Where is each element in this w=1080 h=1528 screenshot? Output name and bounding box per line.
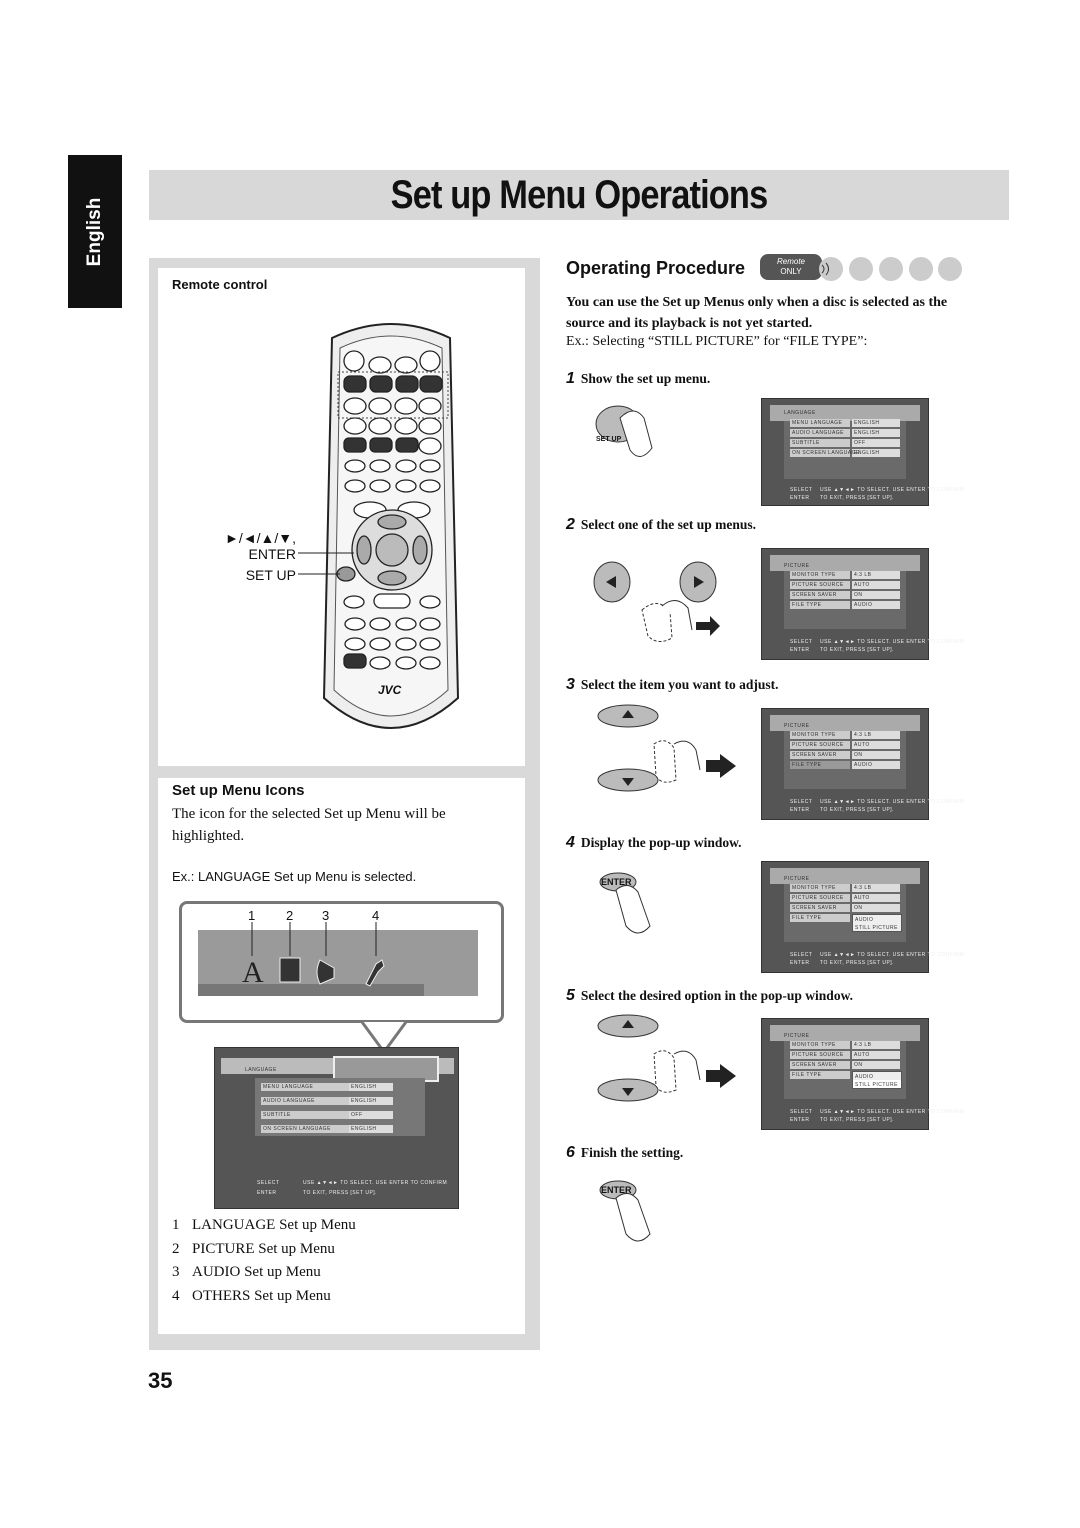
legend-number: 4: [172, 1288, 180, 1304]
legend-item-4: [172, 1285, 331, 1307]
legend-text: PICTURE Set up Menu: [192, 1241, 335, 1257]
menu-row-label: SCREEN SAVER: [792, 752, 837, 758]
menu-row-label: FILE TYPE: [792, 915, 822, 921]
others-icon: [366, 960, 384, 986]
remote-control-label: Remote control: [172, 277, 268, 292]
remote-only-badge: [760, 254, 822, 280]
menu-row-value: OFF: [351, 1112, 363, 1118]
callout-3: 3: [322, 908, 330, 923]
step-number: 1: [566, 370, 575, 387]
step-5: [566, 987, 853, 1005]
menu-row-value: 4:3 LB: [854, 572, 872, 578]
step-text: Show the set up menu.: [580, 371, 711, 386]
menu-row-value: ON: [854, 752, 863, 758]
callout-2: 2: [286, 908, 294, 923]
page-title: Set up Menu Operations: [390, 173, 768, 217]
footer-enter: ENTER: [790, 647, 810, 653]
footer-line2: TO EXIT, PRESS [SET UP].: [820, 960, 895, 966]
icons-heading: Set up Menu Icons: [172, 782, 305, 799]
enter-button-label: ENTER: [601, 1185, 632, 1195]
menu-row-label: PICTURE SOURCE: [792, 1052, 844, 1058]
menu-row-label: MONITOR TYPE: [792, 732, 836, 738]
enter-label: ENTER: [248, 546, 296, 562]
footer-line2: TO EXIT, PRESS [SET UP].: [820, 1117, 895, 1123]
footer-select: SELECT: [790, 639, 813, 645]
step4-menu-screen: [761, 861, 965, 973]
menu-row-label: MENU LANGUAGE: [263, 1084, 314, 1090]
step5-menu-screen: [761, 1018, 965, 1130]
menu-row-value: ENGLISH: [351, 1084, 377, 1090]
step-number: 5: [566, 987, 575, 1004]
footer-line2: TO EXIT, PRESS [SET UP].: [820, 647, 895, 653]
popup-option: AUDIO: [855, 917, 874, 923]
menu-row-label: AUDIO LANGUAGE: [263, 1098, 316, 1104]
menu-row-label: MONITOR TYPE: [792, 1042, 836, 1048]
setup-button-label: SET UP: [596, 436, 622, 443]
side-tab-label: English: [84, 197, 105, 266]
footer-line2: TO EXIT, PRESS [SET UP].: [820, 807, 895, 813]
callout-4: 4: [372, 908, 380, 923]
legend-number: 1: [172, 1217, 180, 1233]
menu-row-value: AUDIO: [854, 602, 873, 608]
menu-row-value: 4:3 LB: [854, 732, 872, 738]
step-number: 2: [566, 516, 575, 533]
left-right-buttons-press: [592, 560, 722, 650]
menu-row-value: AUTO: [854, 1052, 870, 1058]
menu-row-label: FILE TYPE: [792, 602, 822, 608]
footer-line2: TO EXIT, PRESS [SET UP].: [820, 495, 895, 501]
menu-row-label: MONITOR TYPE: [792, 885, 836, 891]
intro-example: Ex.: Selecting “STILL PICTURE” for “FILE TYPE”:: [566, 334, 868, 349]
footer-line1: USE ▲▼◄► TO SELECT. USE ENTER TO CONFIRM: [820, 1109, 965, 1115]
callout-1: 1: [248, 908, 256, 923]
step-text: Select one of the set up menus.: [580, 517, 757, 532]
icons-text: The icon for the selected Set up Menu will be highlighted.: [172, 806, 446, 844]
step-text: Display the pop-up window.: [580, 835, 742, 850]
operating-procedure-heading: Operating Procedure: [566, 258, 746, 278]
step-number: 3: [566, 676, 575, 693]
legend-text: OTHERS Set up Menu: [192, 1288, 331, 1304]
step-text: Select the desired option in the pop-up window.: [580, 988, 853, 1003]
step-text: Finish the setting.: [580, 1145, 684, 1160]
legend-number: 3: [172, 1264, 180, 1280]
footer-line1: USE ▲▼◄► TO SELECT. USE ENTER TO CONFIRM: [820, 799, 965, 805]
up-down-buttons-press: [596, 704, 742, 796]
menu-row-value: AUTO: [854, 895, 870, 901]
enter-button-label: ENTER: [601, 877, 632, 887]
menu-row-label: SUBTITLE: [792, 440, 820, 446]
menu-row-label: FILE TYPE: [792, 1072, 822, 1078]
menu-title: PICTURE: [784, 563, 810, 569]
up-down-buttons-press-2: [596, 1014, 742, 1106]
menu-row-label: PICTURE SOURCE: [792, 742, 844, 748]
step-text: Select the item you want to adjust.: [580, 677, 779, 692]
step-6: [566, 1144, 683, 1162]
intro-bold: You can use the Set up Menus only when a disc is selected as the source and its playback is not yet started.: [566, 295, 948, 331]
footer-enter: ENTER: [790, 1117, 810, 1123]
setup-label: SET UP: [245, 567, 296, 583]
remote-brand-logo: JVC: [378, 683, 402, 697]
menu-title: PICTURE: [784, 876, 810, 882]
menu-row-value: 4:3 LB: [854, 885, 872, 891]
legend-text: AUDIO Set up Menu: [192, 1264, 321, 1280]
arrows-label: ►/◄/▲/▼,: [225, 530, 296, 546]
menu-row-value: OFF: [854, 440, 866, 446]
step-1: [566, 370, 710, 388]
menu-row-value: ON: [854, 905, 863, 911]
menu-row-value: ENGLISH: [351, 1126, 377, 1132]
badge-top: Remote: [776, 257, 805, 266]
step2-menu-screen: [761, 548, 965, 660]
page-number: 35: [148, 1368, 173, 1393]
footer-enter: ENTER: [790, 960, 810, 966]
footer-select: SELECT: [790, 952, 813, 958]
footer-line2: TO EXIT, PRESS [SET UP].: [303, 1190, 378, 1196]
menu-row-value: ENGLISH: [351, 1098, 377, 1104]
language-menu-title: LANGUAGE: [245, 1067, 277, 1073]
menu-title: PICTURE: [784, 723, 810, 729]
icons-example: Ex.: LANGUAGE Set up Menu is selected.: [172, 869, 417, 884]
language-side-tab: [68, 155, 122, 308]
step-number: 4: [566, 834, 575, 851]
menu-row-label: PICTURE SOURCE: [792, 582, 844, 588]
footer-line1: USE ▲▼◄► TO SELECT. USE ENTER TO CONFIRM: [820, 639, 965, 645]
menu-row-label: MONITOR TYPE: [792, 572, 836, 578]
menu-row-value: AUDIO: [854, 762, 873, 768]
footer-line1: USE ▲▼◄► TO SELECT. USE ENTER TO CONFIRM: [820, 952, 965, 958]
footer-select: SELECT: [790, 799, 813, 805]
footer-line1: USE ▲▼◄► TO SELECT. USE ENTER TO CONFIRM: [303, 1180, 448, 1186]
audio-icon: [317, 960, 334, 984]
footer-select: SELECT: [257, 1180, 280, 1186]
menu-row-label: MENU LANGUAGE: [792, 420, 843, 426]
callout-lines: [296, 538, 366, 582]
step-3: [566, 676, 779, 694]
menu-title: PICTURE: [784, 1033, 810, 1039]
popup-option-selected: STILL PICTURE: [855, 1082, 898, 1088]
badge-bottom: ONLY: [780, 267, 802, 276]
legend-number: 2: [172, 1241, 180, 1257]
step1-menu-screen: [761, 398, 965, 506]
menu-row-label: ON SCREEN LANGUAGE: [792, 450, 860, 456]
menu-row-value: ENGLISH: [854, 430, 880, 436]
menu-row-label: SCREEN SAVER: [792, 1062, 837, 1068]
menu-icon-set: [230, 920, 400, 990]
menu-title: LANGUAGE: [784, 410, 816, 416]
popup-option: AUDIO: [855, 1074, 874, 1080]
footer-select: SELECT: [790, 487, 813, 493]
menu-row-label: SCREEN SAVER: [792, 905, 837, 911]
menu-row-value: ON: [854, 592, 863, 598]
menu-row-label: AUDIO LANGUAGE: [792, 430, 845, 436]
footer-select: SELECT: [790, 1109, 813, 1115]
menu-row-label: ON SCREEN LANGUAGE: [263, 1126, 331, 1132]
setup-button-press: [590, 398, 660, 468]
footer-enter: ENTER: [790, 807, 810, 813]
legend-item-1: [172, 1214, 356, 1236]
menu-row-value: ENGLISH: [854, 420, 880, 426]
footer-enter: ENTER: [257, 1190, 277, 1196]
legend-item-2: [172, 1238, 335, 1260]
menu-row-label: FILE TYPE: [792, 762, 822, 768]
footer-enter: ENTER: [790, 495, 810, 501]
language-icon: A: [242, 956, 264, 989]
legend-item-3: [172, 1261, 321, 1283]
menu-row-label: SCREEN SAVER: [792, 592, 837, 598]
menu-row-value: 4:3 LB: [854, 1042, 872, 1048]
legend-text: LANGUAGE Set up Menu: [192, 1217, 356, 1233]
picture-icon: [280, 958, 300, 982]
title-bar: [149, 170, 1009, 220]
step-4: [566, 834, 741, 852]
menu-row-value: AUTO: [854, 742, 870, 748]
menu-row-label: PICTURE SOURCE: [792, 895, 844, 901]
step-number: 6: [566, 1144, 575, 1161]
step3-menu-screen: [761, 708, 965, 820]
menu-row-value: ENGLISH: [854, 450, 880, 456]
menu-row-label: SUBTITLE: [263, 1112, 291, 1118]
heading-dots-decoration: [818, 256, 963, 282]
footer-line1: USE ▲▼◄► TO SELECT. USE ENTER TO CONFIRM: [820, 487, 965, 493]
step-2: [566, 516, 756, 534]
language-menu-screen: [214, 1047, 459, 1209]
menu-row-value: AUTO: [854, 582, 870, 588]
popup-option: STILL PICTURE: [855, 925, 898, 931]
menu-row-value: ON: [854, 1062, 863, 1068]
